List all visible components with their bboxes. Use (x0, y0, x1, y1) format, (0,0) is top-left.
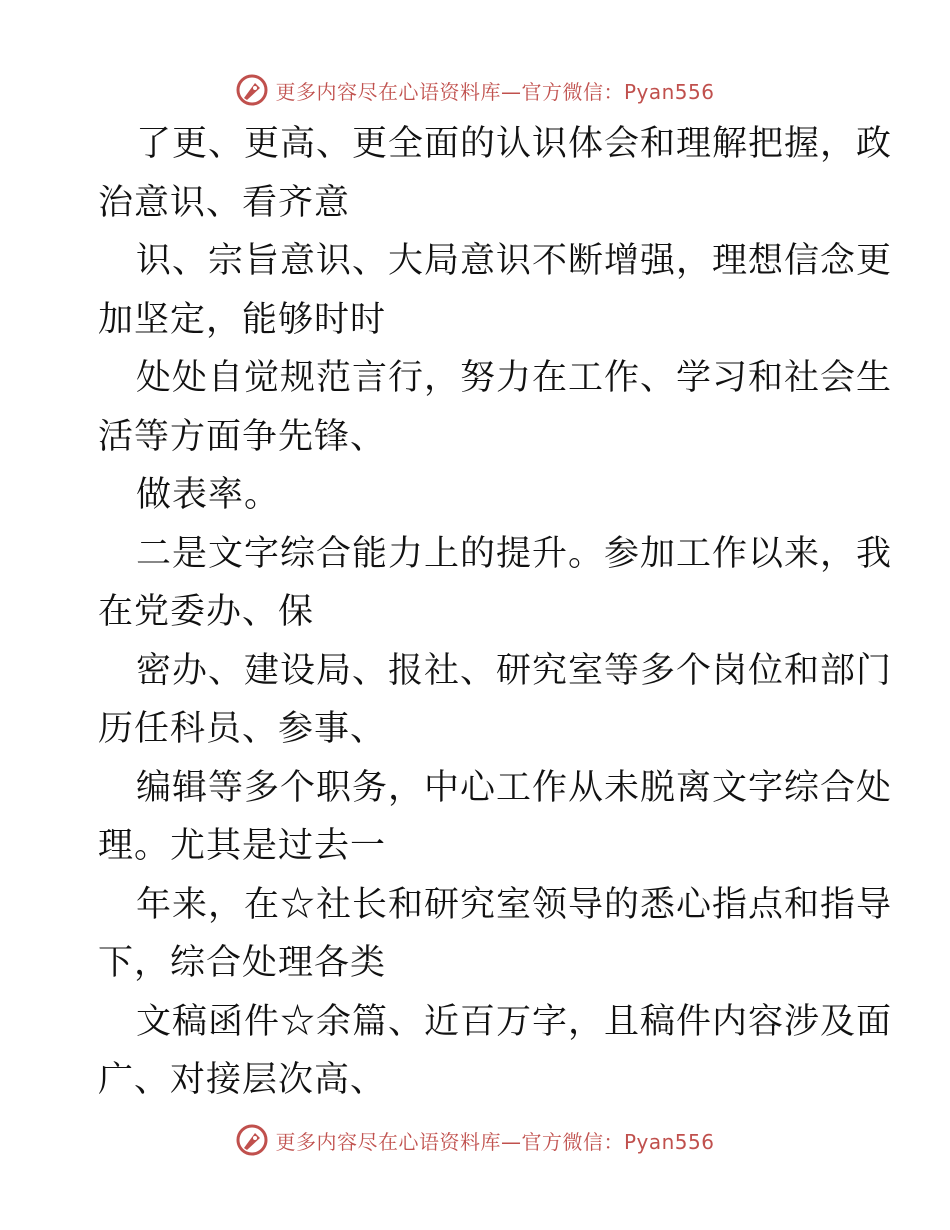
text-line: 在党委办、保 (98, 592, 315, 632)
text-line: 治意识、看齐意 (98, 182, 351, 223)
text-line: 文稿函件☆余篇、近百万字，且稿件内容涉及面 (136, 1001, 893, 1042)
header-watermark (0, 70, 950, 110)
text-line: 做表率。 (136, 475, 281, 515)
text-line: 编辑等多个职务，中心工作从未脱离文字综合处 (136, 767, 893, 808)
text-line: 年来，在☆社长和研究室领导的悉心指点和指导 (136, 884, 893, 925)
watermark-text: 更多内容尽在心语资料库—官方微信：Pyan556 (275, 1129, 715, 1154)
pen-nib-logo-icon (235, 73, 269, 107)
text-line: 加坚定，能够时时 (98, 299, 387, 340)
text-line: 历任科员、参事、 (98, 709, 387, 749)
text-line: 处处自觉规范言行，努力在工作、学习和社会生 (136, 358, 893, 398)
text-line: 广、对接层次高、 (98, 1060, 387, 1100)
pen-nib-logo-icon (235, 1123, 269, 1157)
text-line: 了更、更高、更全面的认识体会和理解把握，政 (136, 124, 893, 164)
text-line: 下，综合处理各类 (98, 943, 387, 983)
text-line: 识、宗旨意识、大局意识不断增强，理想信念更 (136, 241, 893, 281)
text-line: 活等方面争先锋、 (98, 416, 387, 457)
text-line: 理。尤其是过去一 (98, 826, 387, 866)
footer-watermark (0, 1120, 950, 1160)
watermark-text: 更多内容尽在心语资料库—官方微信：Pyan556 (275, 79, 715, 104)
text-line: 二是文字综合能力上的提升。参加工作以来，我 (136, 533, 893, 574)
text-line: 密办、建设局、报社、研究室等多个岗位和部门 (136, 650, 893, 691)
